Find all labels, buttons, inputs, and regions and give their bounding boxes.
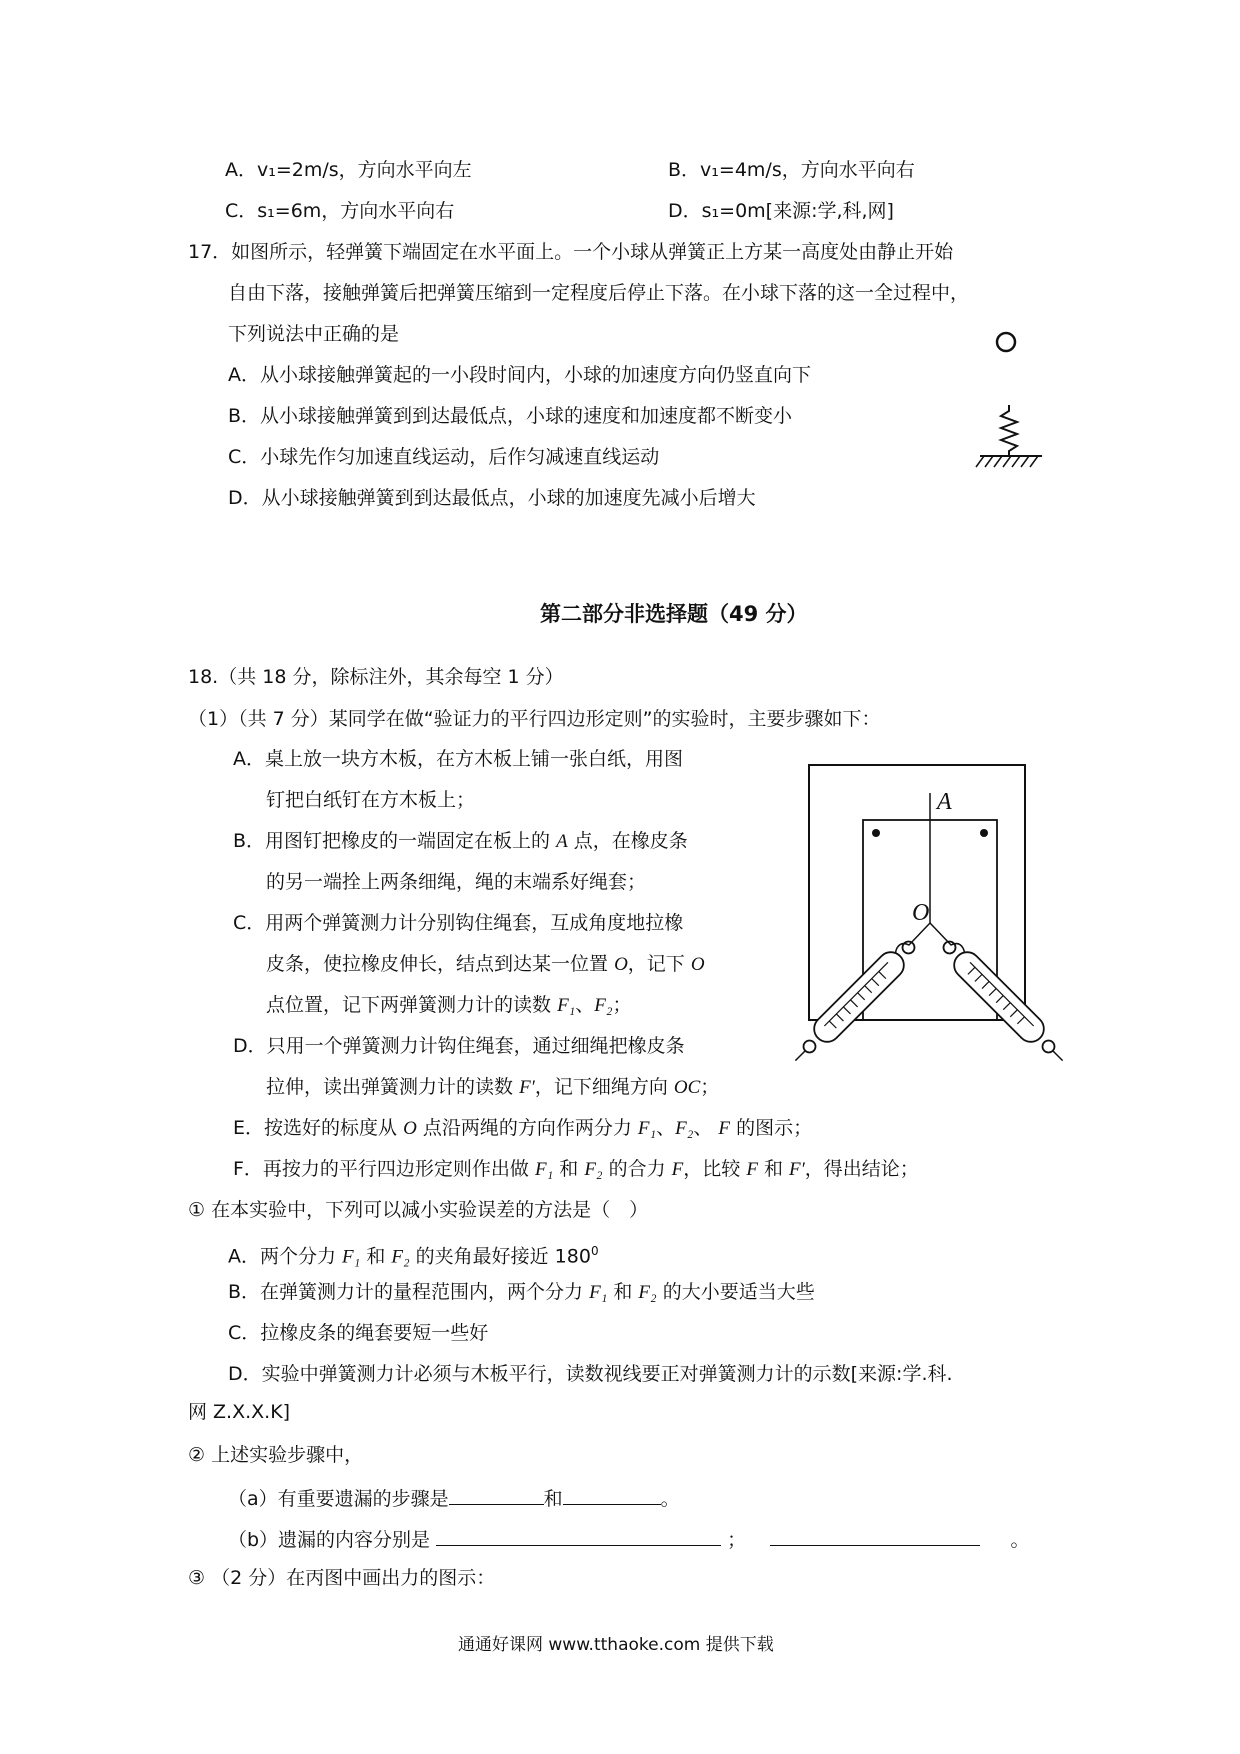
spring-coil [1001,405,1017,456]
step-a-line-1: A．桌上放一块方木板，在方木板上铺一张白纸，用图 [233,748,683,770]
step-c-line-1: C．用两个弹簧测力计分别钩住绳套，互成角度地拉橡 [233,912,684,934]
q17-stem-line-1: 17．如图所示，轻弹簧下端固定在水平面上。一个小球从弹簧正上方某一高度处由静止开始 [188,241,954,263]
ball-spring-figure [970,325,1060,475]
step-b-line-1: B．用图钉把橡皮的一端固定在板上的 A 点，在橡皮条 [233,830,688,852]
q16-option-b: B．v₁=4m/s，方向水平向右 [668,159,915,181]
q18-q1-option-c: C．拉橡皮条的绳套要短一些好 [228,1322,489,1344]
part2-title: 第二部分非选择题（49 分） [540,602,808,626]
q18-question-3: ③ （2 分）在丙图中画出力的图示： [188,1567,496,1589]
step-c-line-2: 皮条，使拉橡皮伸长，结点到达某一位置 O，记下 O [266,953,705,975]
step-a-line-2: 钉把白纸钉在方木板上； [266,789,476,811]
ground-hatch [976,456,1038,467]
q18-q1-option-d-line-1: D．实验中弹簧测力计必须与木板平行，读数视线要正对弹簧测力计的示数[来源:学.科. [228,1363,953,1385]
answer-blank-content-1[interactable] [436,1525,721,1546]
q16-option-c: C．s₁=6m，方向水平向右 [225,200,455,222]
q16-option-d: D．s₁=0m[来源:学,科,网] [668,200,894,222]
answer-blank-content-2[interactable] [770,1525,980,1546]
q17-option-b: B．从小球接触弹簧到到达最低点，小球的速度和加速度都不断变小 [228,405,793,427]
q18-q1-option-a: A．两个分力 F₁ 和 F₂ 的夹角最好接近 $180^0$ [228,1244,599,1268]
step-c-line-3: 点位置，记下两弹簧测力计的读数 F₁、F₂； [266,994,632,1016]
step-d-line-2: 拉伸，读出弹簧测力计的读数 F′，记下细绳方向 OC； [266,1076,720,1098]
answer-blank-step-2[interactable] [563,1484,661,1505]
answer-blank-step-1[interactable] [449,1484,544,1505]
step-d-line-1: D．只用一个弹簧测力计钩住绳套，通过细绳把橡皮条 [233,1035,685,1057]
left-spring-scale [786,934,922,1070]
ball-circle [997,333,1015,351]
pin-dot [980,829,988,837]
q18-q2b: （b）遗漏的内容分别是 ； 。 [228,1525,1030,1552]
q17-option-c: C．小球先作匀加速直线运动，后作匀减速直线运动 [228,446,660,468]
right-spring-scale [936,934,1072,1070]
q17-stem-line-3: 下列说法中正确的是 [228,323,400,345]
q18-sub1: （1）（共 7 分）某同学在做“验证力的平行四边形定则”的实验时，主要步骤如下： [188,708,881,730]
force-experiment-figure [775,765,1055,1055]
step-b-line-2: 的另一端拴上两条细绳，绳的末端系好绳套； [266,871,647,893]
step-f: F．再按力的平行四边形定则作出做 F₁ 和 F₂ 的合力 F，比较 F 和 F′，得出结论； [233,1158,919,1180]
q17-option-d: D．从小球接触弹簧到到达最低点，小球的加速度先减小后增大 [228,487,756,509]
q17-option-a: A．从小球接触弹簧起的一小段时间内，小球的加速度方向仍竖直向下 [228,364,811,386]
q18-q1-option-b: B．在弹簧测力计的量程范围内，两个分力 F₁ 和 F₂ 的大小要适当大些 [228,1281,815,1303]
q18-question-1: ① 在本实验中，下列可以减小实验误差的方法是（ ） [188,1199,649,1221]
q18-question-2: ② 上述实验步骤中， [188,1444,364,1466]
pin-dot [872,829,880,837]
q18-q2a: （a）有重要遗漏的步骤是 和 。 [228,1484,680,1511]
q17-stem-line-2: 自由下落，接触弹簧后把弹簧压缩到一定程度后停止下落。在小球下落的这一全过程中， [228,282,970,304]
q16-option-a: A．v₁=2m/s，方向水平向左 [225,159,472,181]
q18-header: 18.（共 18 分，除标注外，其余每空 1 分） [188,666,564,688]
page-footer: 通通好课网 www.tthaoke.com 提供下载 [458,1635,774,1655]
point-a-label: A [937,789,952,815]
step-e: E．按选好的标度从 O 点沿两绳的方向作两分力 F₁、F₂、 F 的图示； [233,1117,813,1139]
q18-q1-option-d-line-2: 网 Z.X.X.K] [188,1401,291,1423]
point-o-label: O [912,900,930,926]
